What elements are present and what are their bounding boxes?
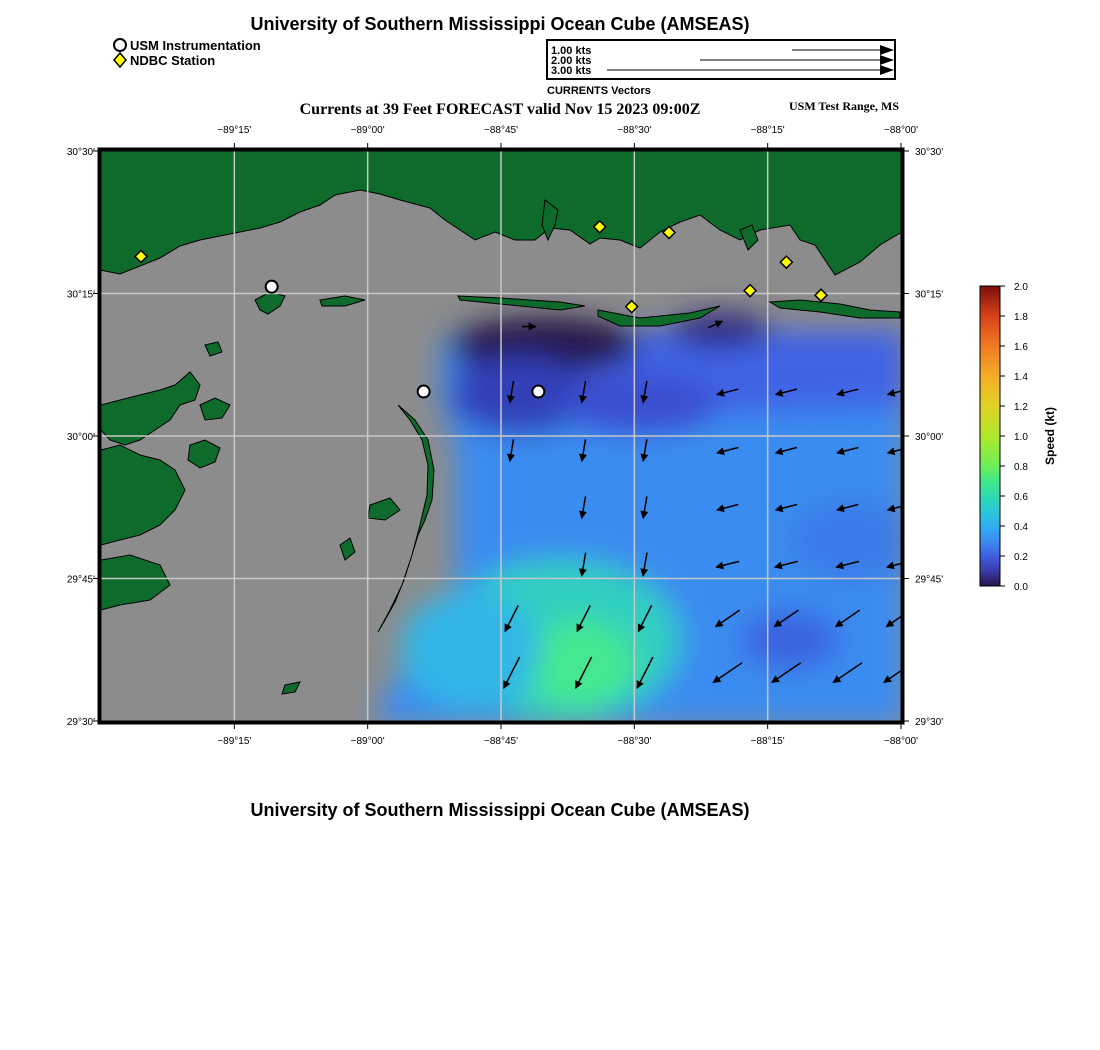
lat-tick-label-right: 30°15' — [915, 289, 944, 301]
colorbar-tick-label: 1.0 — [1014, 432, 1028, 443]
lon-tick-label-top: −89°00' — [350, 125, 385, 136]
vector-key — [547, 40, 895, 97]
lon-tick-label-bottom: −88°45' — [484, 736, 518, 747]
colorbar-tick-label: 0.0 — [1014, 582, 1028, 593]
colorbar-tick-label: 1.2 — [1014, 402, 1028, 413]
lat-tick-label-left: 30°30' — [66, 147, 95, 158]
speed-field — [380, 312, 910, 725]
colorbar-tick-label: 0.6 — [1014, 492, 1028, 503]
ndbc-legend-diamond-icon — [114, 53, 126, 67]
colorbar-tick-label: 2.0 — [1014, 282, 1028, 293]
lat-tick-label-left: 29°45' — [66, 574, 95, 586]
lon-tick-label-bottom: −88°00' — [884, 736, 918, 747]
usm-legend-label: USM Instrumentation — [130, 38, 261, 53]
usm-legend-circle-icon — [114, 39, 126, 51]
colorbar-tick-label: 1.8 — [1014, 312, 1028, 323]
lon-tick-label-top: −89°15' — [217, 125, 252, 136]
usm-station-marker-icon[interactable] — [266, 281, 278, 293]
colorbar-tick-label: 1.4 — [1014, 372, 1028, 383]
usm-station-marker-icon[interactable] — [532, 386, 544, 398]
lon-tick-label-bottom: −89°15' — [217, 736, 252, 747]
lat-tick-label-right: 29°30' — [915, 717, 944, 728]
map-frame — [67, 125, 943, 747]
lon-tick-label-bottom: −89°00' — [350, 736, 385, 747]
lat-tick-label-right: 29°45' — [915, 574, 944, 586]
footer-title: University of Southern Mississippi Ocean Cube (AMSEAS) — [250, 800, 750, 820]
lat-tick-label-left: 30°15' — [66, 289, 95, 301]
lat-tick-label-left: 29°30' — [66, 717, 95, 728]
colorbar-tick-label: 1.6 — [1014, 342, 1028, 353]
colorbar-tick-label: 0.8 — [1014, 462, 1028, 473]
lon-tick-label-top: −88°15' — [750, 125, 785, 136]
plot-title: Currents at 39 Feet FORECAST valid Nov 15 2023 09:00Z — [299, 101, 701, 118]
lat-tick-label-left: 30°00' — [66, 432, 95, 443]
figure-title: University of Southern Mississippi Ocean Cube (AMSEAS) — [250, 14, 750, 34]
lon-tick-label-bottom: −88°30' — [617, 736, 652, 747]
lat-tick-label-right: 30°30' — [915, 147, 944, 158]
colorbar-tick-label: 0.4 — [1014, 522, 1028, 533]
colorbar-ramp — [980, 286, 1000, 586]
vector-key-label-2: 2.00 kts — [551, 55, 592, 67]
lat-tick-label-right: 30°00' — [915, 432, 944, 443]
vector-key-title: CURRENTS Vectors — [547, 85, 651, 97]
colorbar-tick-label: 0.2 — [1014, 552, 1028, 563]
region-label: USM Test Range, MS — [788, 99, 899, 113]
lon-tick-label-bottom: −88°15' — [750, 736, 785, 747]
colorbar-label: Speed (kt) — [1043, 406, 1057, 466]
lon-tick-label-top: −88°45' — [484, 125, 518, 136]
usm-station-marker-icon[interactable] — [418, 386, 430, 398]
vector-key-label-3: 3.00 kts — [551, 65, 592, 77]
marker-legend — [114, 38, 261, 68]
colorbar — [980, 282, 1057, 593]
lon-tick-label-top: −88°30' — [617, 125, 652, 136]
colorbar-ticks — [1000, 282, 1028, 593]
vector-key-label-1: 1.00 kts — [551, 45, 592, 57]
ndbc-legend-label: NDBC Station — [130, 53, 216, 68]
lon-tick-label-top: −88°00' — [884, 125, 918, 136]
